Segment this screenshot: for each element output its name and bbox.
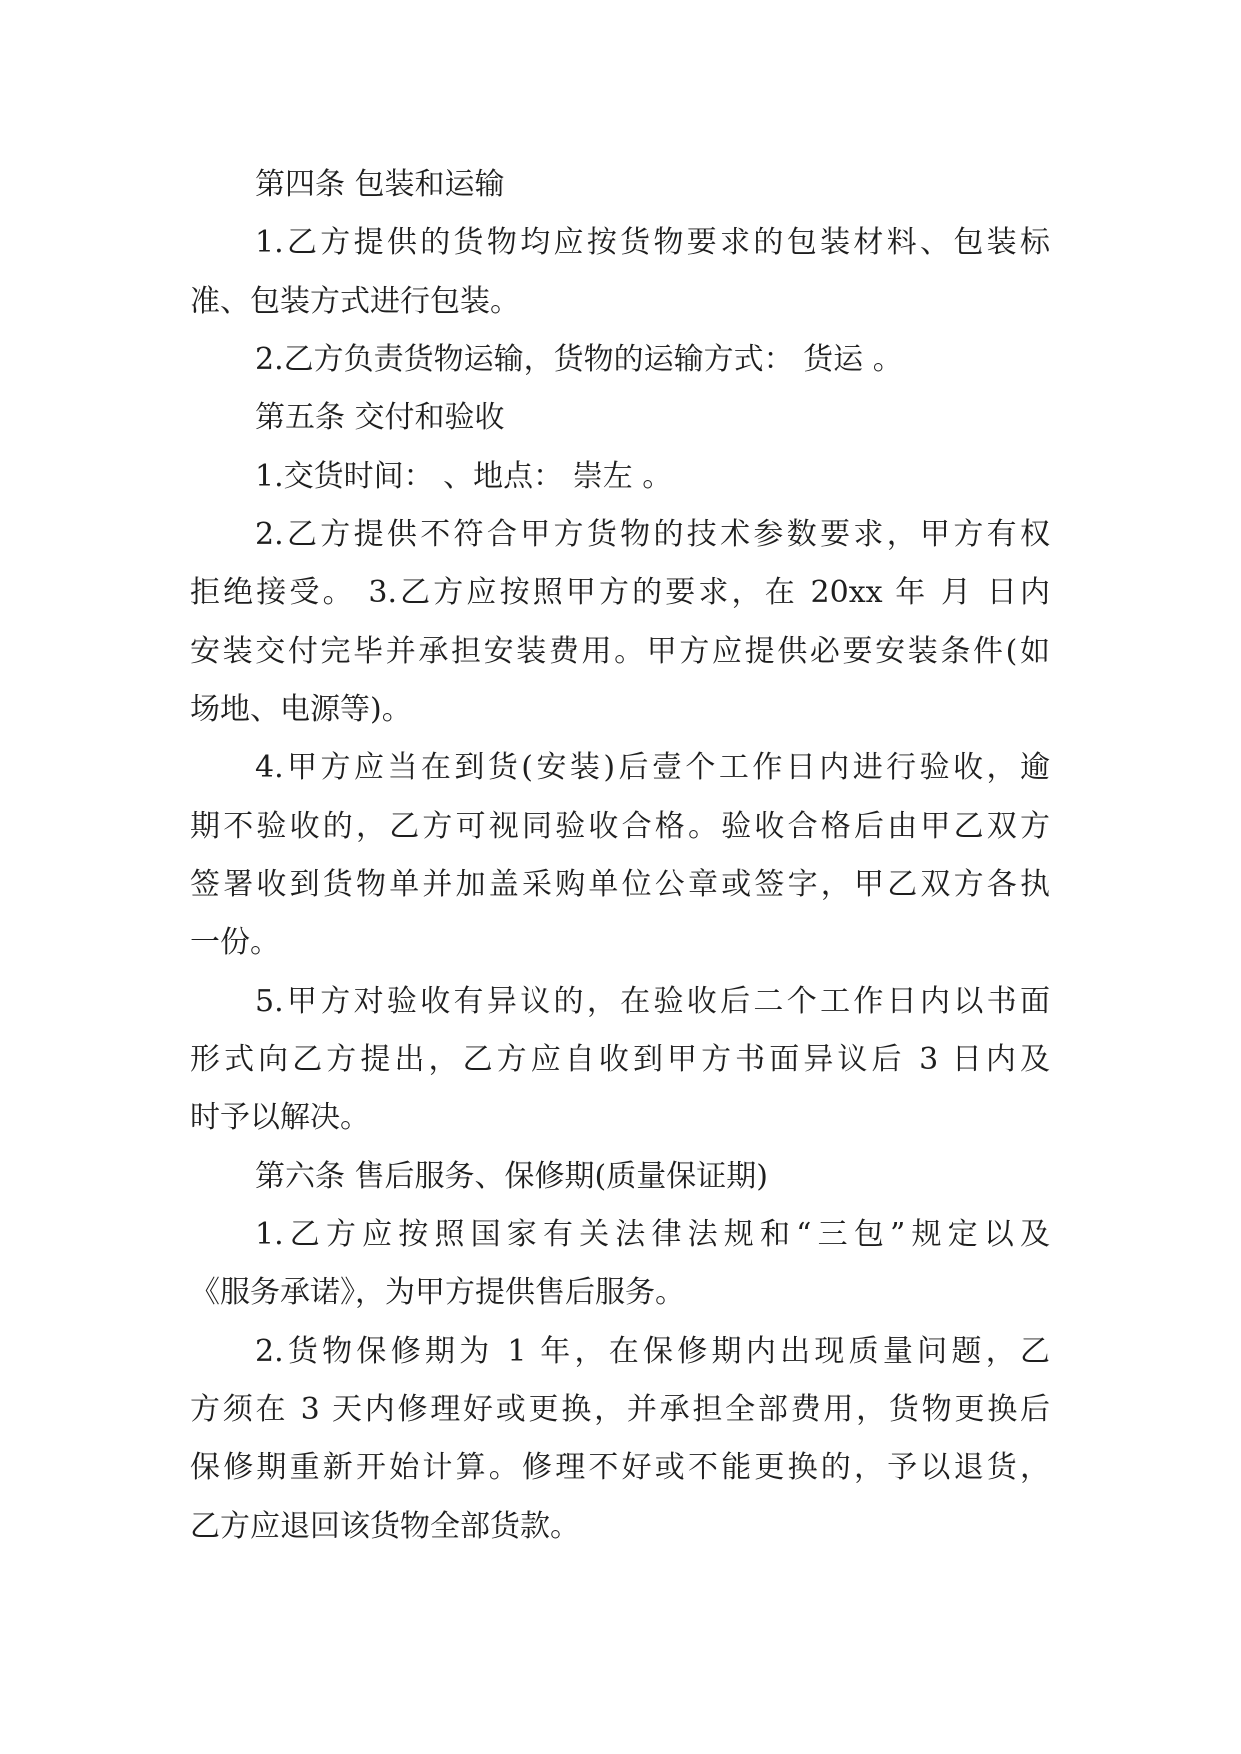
paragraph-line: 2.乙方提供不符合甲方货物的技术参数要求，甲方有权 [255, 517, 1050, 552]
paragraph-line: 场地、电源等)。 [190, 692, 412, 727]
paragraph-line: 保修期重新开始计算。修理不好或不能更换的，予以退货， [190, 1450, 1050, 1485]
article-6-heading: 第六条 售后服务、保修期(质量保证期) [255, 1159, 768, 1194]
paragraph-line: 5.甲方对验收有异议的，在验收后二个工作日内以书面 [255, 984, 1050, 1019]
paragraph-line: 1.乙方提供的货物均应按货物要求的包装材料、包装标 [255, 225, 1050, 260]
paragraph-line: 一份。 [190, 925, 280, 960]
paragraph-line: 1.乙方应按照国家有关法律法规和“三包”规定以及 [255, 1217, 1050, 1252]
paragraph-line: 时予以解决。 [190, 1100, 370, 1135]
article-5-heading: 第五条 交付和验收 [255, 400, 505, 435]
paragraph-line: 2.货物保修期为 1 年，在保修期内出现质量问题，乙 [255, 1334, 1050, 1369]
article-4-heading: 第四条 包装和运输 [255, 167, 505, 202]
paragraph-line: 安装交付完毕并承担安装费用。甲方应提供必要安装条件(如 [190, 634, 1050, 669]
paragraph-line: 方须在 3 天内修理好或更换，并承担全部费用，货物更换后 [190, 1392, 1050, 1427]
paragraph-line: 拒绝接受。 3.乙方应按照甲方的要求，在 20xx 年 月 日内 [190, 575, 1050, 610]
paragraph-line: 期不验收的，乙方可视同验收合格。验收合格后由甲乙双方 [190, 809, 1050, 844]
paragraph-line: 形式向乙方提出，乙方应自收到甲方书面异议后 3 日内及 [190, 1042, 1050, 1077]
paragraph-line: 《服务承诺》，为甲方提供售后服务。 [190, 1275, 685, 1310]
paragraph-line: 签署收到货物单并加盖采购单位公章或签字，甲乙双方各执 [190, 867, 1050, 902]
paragraph-line: 乙方应退回该货物全部货款。 [190, 1509, 580, 1544]
paragraph-line: 1.交货时间： 、地点： 崇左 。 [255, 459, 673, 494]
paragraph-line: 准、包装方式进行包装。 [190, 284, 520, 319]
paragraph-line: 2.乙方负责货物运输，货物的运输方式： 货运 。 [255, 342, 903, 377]
paragraph-line: 4.甲方应当在到货(安装)后壹个工作日内进行验收，逾 [255, 750, 1050, 785]
